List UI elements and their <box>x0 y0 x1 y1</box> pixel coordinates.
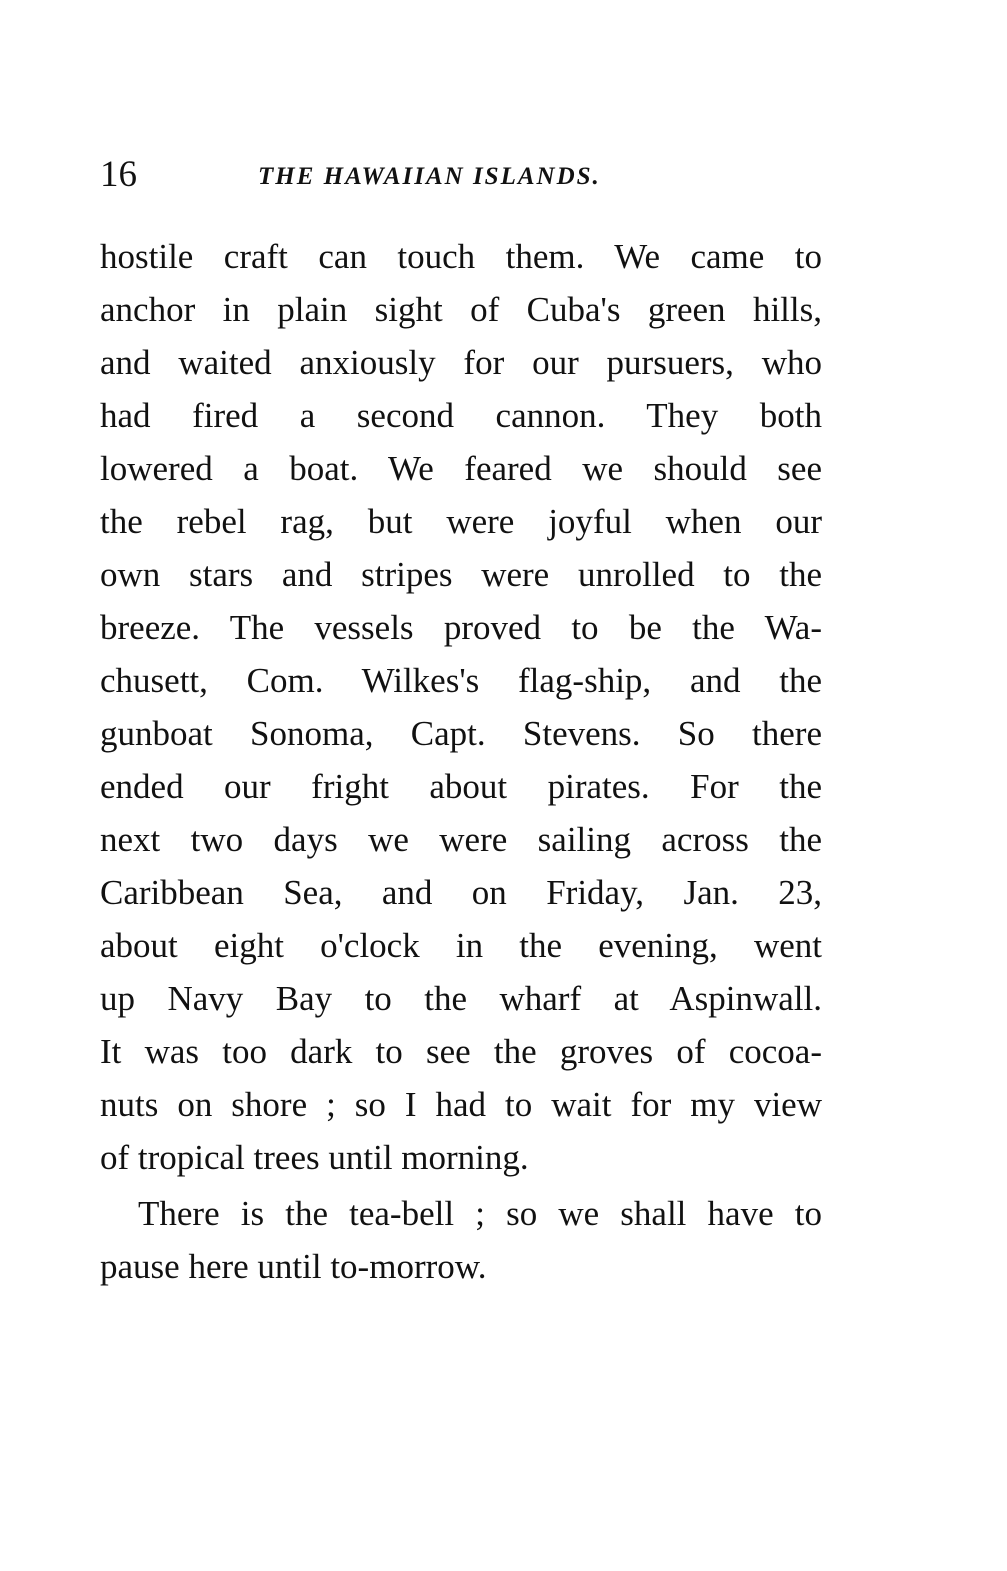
page-number: 16 <box>100 154 137 195</box>
text-line: about eight o'clock in the evening, went <box>100 926 822 965</box>
text-line: pause here until to-morrow. <box>100 1247 487 1286</box>
paragraph-2 <box>100 1187 822 1293</box>
text-line: of tropical trees until morning. <box>100 1138 529 1177</box>
running-head <box>100 150 820 200</box>
text-line: chusett, Com. Wilkes's flag-ship, and the <box>100 661 822 700</box>
text-line: own stars and stripes were unrolled to the <box>100 555 822 594</box>
paragraph-1 <box>100 230 822 1184</box>
body-text <box>100 230 822 1293</box>
text-line: and waited anxiously for our pursuers, who <box>100 343 822 382</box>
text-line: ended our fright about pirates. For the <box>100 767 822 806</box>
text-line: It was too dark to see the groves of cocoa- <box>100 1032 822 1071</box>
text-line: nuts on shore ; so I had to wait for my view <box>100 1085 822 1124</box>
text-line: hostile craft can touch them. We came to <box>100 237 822 276</box>
text-line: up Navy Bay to the wharf at Aspinwall. <box>100 979 822 1018</box>
text-line: anchor in plain sight of Cuba's green hills, <box>100 290 822 329</box>
running-title: THE HAWAIIAN ISLANDS. <box>258 163 601 190</box>
text-line: There is the tea-bell ; so we shall have to <box>138 1194 822 1233</box>
text-line: gunboat Sonoma, Capt. Stevens. So there <box>100 714 822 753</box>
text-line: next two days we were sailing across the <box>100 820 822 859</box>
text-line: the rebel rag, but were joyful when our <box>100 502 822 541</box>
text-line: had fired a second cannon. They both <box>100 396 822 435</box>
text-line: breeze. The vessels proved to be the Wa- <box>100 608 822 647</box>
text-line: Caribbean Sea, and on Friday, Jan. 23, <box>100 873 822 912</box>
text-line: lowered a boat. We feared we should see <box>100 449 822 488</box>
